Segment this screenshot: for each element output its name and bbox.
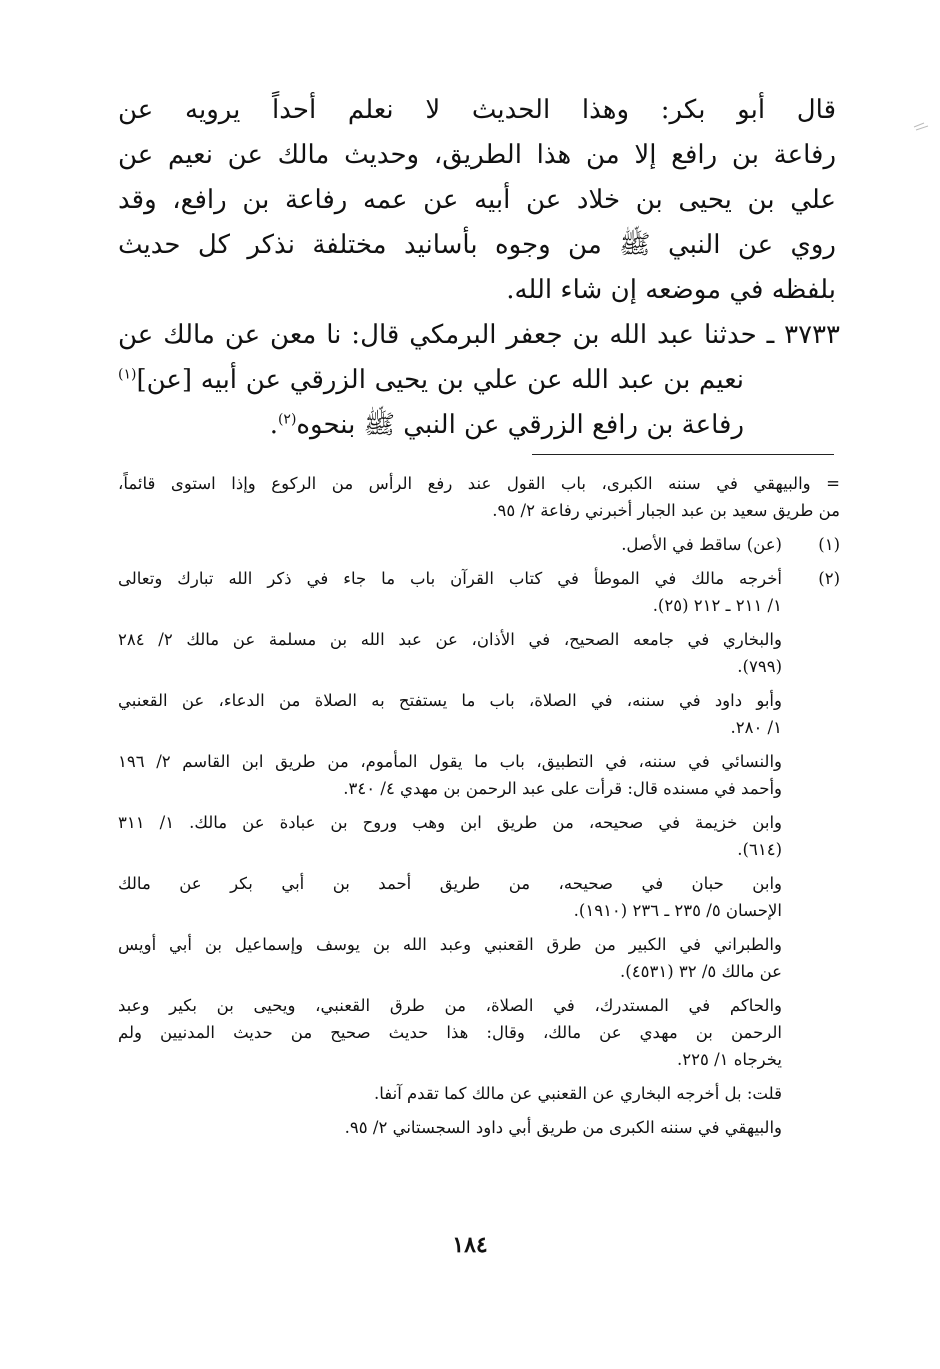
footnote-line [118, 531, 840, 558]
footnote-line: ١/ ٢٨٠. [730, 718, 782, 737]
footnote-line: وابن حبان في صحيحه، من طريق أحمد بن أبي بكر عن مالك [118, 874, 783, 893]
footnote-line: = والبيهقي في سننه الكبرى، باب القول عند رفع الرأس من الركوع وإذا استوى قائماً، [118, 474, 840, 493]
main-text [118, 88, 836, 313]
hadith-line-2-text: نعيم بن عبد الله عن علي بن يحيى الزرقي عن أبيه [عن] [136, 365, 744, 395]
hadith-entry [118, 313, 840, 448]
main-line-4: روي عن النبي ﷺ من وجوه بأسانيد مختلفة نذكر كل حديث [118, 230, 836, 260]
footnote-paragraph [118, 931, 840, 985]
footnote-continuation [118, 470, 840, 524]
footnote-paragraph [118, 1114, 840, 1141]
footnote-paragraph [118, 992, 840, 1073]
footnote-paragraph [118, 748, 840, 802]
footnote-line: والنسائي في سننه، في التطبيق، باب ما يقول المأموم، من طريق ابن القاسم ٢/ ١٩٦ [118, 752, 782, 771]
main-line-1: قال أبو بكر: وهذا الحديث لا نعلم أحداً يرويه عن [118, 95, 836, 125]
footnote-line: (٧٩٩). [737, 657, 782, 676]
footnote-number: (١) [818, 535, 840, 554]
footnote-paragraph [118, 809, 840, 863]
footnote-line: من طريق سعيد بن عبد الجبار أخبرني رفاعة ٢/ ٩٥. [492, 501, 840, 520]
footnote-line: وأحمد في مسنده قال: قرأت على عبد الرحمن بن مهدي ٤/ ٣٤٠. [343, 779, 782, 798]
footnote-line: ١/ ٢١١ ـ ٢١٢ (٢٥). [652, 596, 782, 615]
footnote-line: قلت: بل أخرجه البخاري عن القعنبي عن مالك كما تقدم آنفا. [373, 1084, 782, 1103]
footnote-paragraph [118, 687, 840, 741]
hadith-line-3-text: رفاعة بن رافع الزرقي عن النبي ﷺ بنحوه [296, 410, 744, 440]
footnote-line: يخرجاه ١/ ٢٢٥. [677, 1050, 782, 1069]
pen-mark-icon [912, 118, 934, 136]
footnote-line: والحاكم في المستدرك، في الصلاة، من طرق القعنبي، ويحيى بن بكير وعبد [118, 996, 782, 1015]
footnote-number: (٢) [818, 569, 840, 588]
footnote-paragraph [118, 626, 840, 680]
footnote-divider [532, 454, 834, 455]
footnote-ref-2[interactable]: (٢) [277, 411, 297, 428]
footnote-paragraph [118, 870, 840, 924]
hadith-line-2 [118, 358, 840, 403]
footnote-line: الرحمن بن مهدي عن مالك، وقال: هذا حديث صحيح من حديث المدنيين ولم [118, 1023, 782, 1042]
hadith-line-3-end: . [269, 410, 278, 440]
footnote-line: عن مالك ٥/ ٣٢ (٤٥٣١). [620, 962, 782, 981]
main-line-2: رفاعة بن رافع إلا من هذا الطريق، وحديث مالك عن نعيم عن [118, 140, 836, 170]
footnote-line: والطبراني في الكبير من طرق القعنبي وعبد الله بن يوسف وإسماعيل بن أبي أويس [118, 935, 782, 954]
footnote-text: أخرجه مالك في الموطأ في كتاب القرآن باب ما جاء في ذكر الله تبارك وتعالى [118, 569, 782, 588]
footnote-line: وأبو داود في سننه، في الصلاة، باب ما يستفتح به الصلاة من الدعاء، عن القعنبي [118, 691, 782, 710]
hadith-line-3 [118, 403, 840, 448]
footnote-2 [118, 565, 840, 619]
footnote-ref-1[interactable]: (١) [118, 366, 137, 383]
footnote-1 [118, 531, 840, 558]
footnote-line: (٦١٤). [737, 840, 782, 859]
footnote-line [118, 565, 840, 592]
footnote-line: وابن خزيمة في صحيحه، من طريق ابن وهب وروح بن عبادة عن مالك. ١/ ٣١١ [118, 813, 783, 832]
main-line-5: بلفظه في موضعه إن شاء الله. [506, 275, 836, 305]
hadith-line-1: ٣٧٣٣ ـ حدثنا عبد الله بن جعفر البرمكي قال: نا معن عن مالك عن [118, 320, 840, 350]
footnote-line: والبيهقي في سننه الكبرى من طريق أبي داود السجستاني ٢/ ٩٥. [344, 1118, 782, 1137]
footnote-paragraph [118, 1080, 840, 1107]
footnote-text: (عن) ساقط في الأصل. [621, 535, 782, 554]
page-number: ١٨٤ [452, 1232, 488, 1258]
main-line-3: علي بن يحيى بن خلاد عن أبيه عن عمه رفاعة بن رافع، وقد [118, 185, 836, 215]
footnote-line: الإحسان ٥/ ٢٣٥ ـ ٢٣٦ (١٩١٠). [573, 901, 782, 920]
footnote-line: والبخاري في جامعه الصحيح، في الأذان، عن عبد الله بن مسلمة عن مالك ٢/ ٢٨٤ [118, 630, 782, 649]
footnotes [118, 470, 840, 1148]
